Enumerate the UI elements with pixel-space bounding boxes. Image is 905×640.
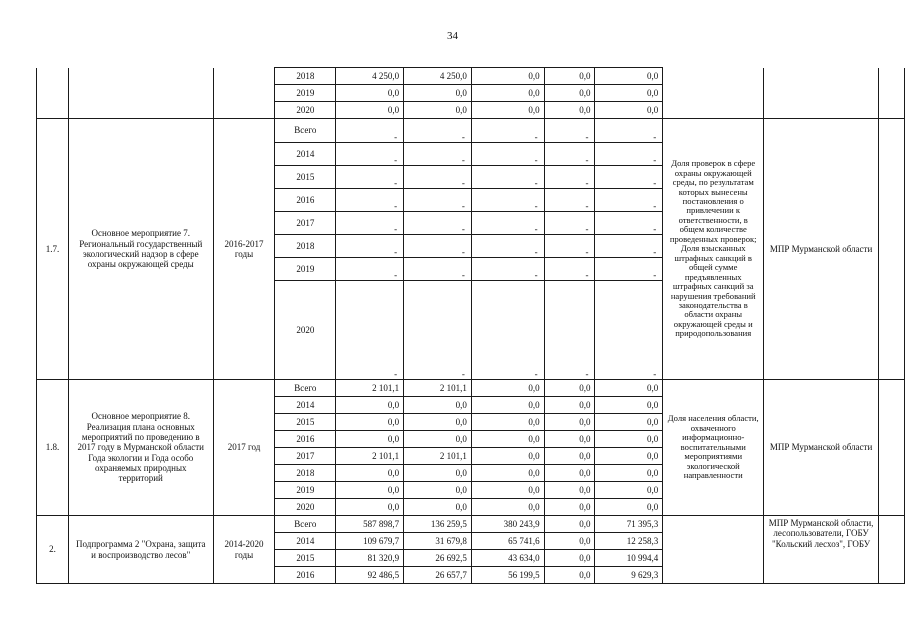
value-cell: 0,0: [544, 482, 595, 499]
value-cell: -: [471, 166, 544, 189]
value-cell: 0,0: [471, 85, 544, 102]
table-row: [37, 516, 905, 533]
year-cell: 2015: [275, 414, 336, 431]
value-cell: 0,0: [404, 397, 472, 414]
value-cell: 0,0: [595, 482, 663, 499]
value-cell: -: [595, 281, 663, 380]
year-cell: Всего: [275, 380, 336, 397]
value-cell: -: [404, 119, 472, 143]
value-cell: -: [544, 189, 595, 212]
value-cell: 0,0: [336, 499, 404, 516]
value-cell: 0,0: [595, 397, 663, 414]
period: 2016-2017 годы: [213, 119, 275, 380]
value-cell: 0,0: [471, 465, 544, 482]
value-cell: -: [336, 166, 404, 189]
value-cell: 0,0: [595, 414, 663, 431]
value-cell: -: [595, 258, 663, 281]
year-cell: 2019: [275, 85, 336, 102]
value-cell: -: [595, 119, 663, 143]
value-cell: -: [595, 143, 663, 166]
table-row: [37, 68, 905, 85]
measure-name: Основное мероприятие 8. Реализация плана основных мероприятий по проведению в 2017 году в Мурманской области Года экологии и Года особо охраняемых природных территорий: [68, 380, 213, 516]
value-cell: 0,0: [544, 414, 595, 431]
value-cell: -: [336, 189, 404, 212]
year-cell: 2019: [275, 482, 336, 499]
value-cell: 0,0: [544, 397, 595, 414]
value-cell: 2 101,1: [336, 380, 404, 397]
period: 2014-2020 годы: [213, 516, 275, 584]
value-cell: 0,0: [544, 431, 595, 448]
value-cell: -: [595, 212, 663, 235]
value-cell: -: [336, 235, 404, 258]
measure-name: Подпрограмма 2 "Охрана, защита и воспроизводство лесов": [68, 516, 213, 584]
value-cell: 0,0: [595, 380, 663, 397]
value-cell: 0,0: [544, 465, 595, 482]
value-cell: 0,0: [404, 499, 472, 516]
year-cell: 2018: [275, 68, 336, 85]
value-cell: 0,0: [471, 431, 544, 448]
value-cell: -: [404, 258, 472, 281]
value-cell: 31 679,8: [404, 533, 472, 550]
empty-cell: [764, 68, 879, 119]
value-cell: 0,0: [595, 431, 663, 448]
value-cell: 109 679,7: [336, 533, 404, 550]
value-cell: 2 101,1: [336, 448, 404, 465]
value-cell: -: [471, 119, 544, 143]
value-cell: 56 199,5: [471, 567, 544, 584]
value-cell: 0,0: [595, 102, 663, 119]
year-cell: 2017: [275, 212, 336, 235]
value-cell: 0,0: [471, 380, 544, 397]
year-cell: Всего: [275, 119, 336, 143]
value-cell: -: [336, 143, 404, 166]
value-cell: 0,0: [544, 380, 595, 397]
year-cell: 2016: [275, 189, 336, 212]
value-cell: -: [544, 166, 595, 189]
value-cell: 0,0: [471, 499, 544, 516]
value-cell: -: [544, 119, 595, 143]
empty-cell: [878, 68, 904, 119]
value-cell: 0,0: [471, 68, 544, 85]
value-cell: 43 634,0: [471, 550, 544, 567]
year-cell: 2016: [275, 567, 336, 584]
value-cell: 12 258,3: [595, 533, 663, 550]
year-cell: 2020: [275, 499, 336, 516]
value-cell: 71 395,3: [595, 516, 663, 533]
value-cell: 26 692,5: [404, 550, 472, 567]
value-cell: -: [336, 258, 404, 281]
table-body: [37, 68, 905, 584]
value-cell: -: [544, 235, 595, 258]
value-cell: 0,0: [404, 465, 472, 482]
year-cell: 2014: [275, 397, 336, 414]
value-cell: 0,0: [595, 85, 663, 102]
value-cell: 0,0: [471, 448, 544, 465]
value-cell: -: [404, 189, 472, 212]
value-cell: -: [595, 166, 663, 189]
value-cell: 0,0: [471, 414, 544, 431]
value-cell: 0,0: [404, 482, 472, 499]
value-cell: 0,0: [336, 85, 404, 102]
year-cell: 2014: [275, 533, 336, 550]
value-cell: 10 994,4: [595, 550, 663, 567]
value-cell: 0,0: [471, 482, 544, 499]
program-table: [36, 67, 905, 584]
value-cell: 0,0: [544, 85, 595, 102]
value-cell: 92 486,5: [336, 567, 404, 584]
year-cell: 2015: [275, 550, 336, 567]
value-cell: -: [404, 235, 472, 258]
value-cell: -: [471, 235, 544, 258]
value-cell: -: [404, 212, 472, 235]
value-cell: 0,0: [336, 465, 404, 482]
empty-cell: [878, 516, 904, 584]
year-cell: 2020: [275, 281, 336, 380]
indicator-cell: Доля проверок в сфере охраны окружающей среды, по результатам которых вынесены постановления о привлечении к ответственности, в общем количестве проведенных проверок; Доля взысканных штрафных санкций в общей сумме предъявленных штрафных санкций за нарушения требований законодательства в области охраны окружающей среды и природопользования: [663, 119, 764, 380]
value-cell: 0,0: [336, 431, 404, 448]
value-cell: 0,0: [544, 550, 595, 567]
period: 2017 год: [213, 380, 275, 516]
year-cell: 2018: [275, 235, 336, 258]
value-cell: 4 250,0: [404, 68, 472, 85]
value-cell: 0,0: [336, 102, 404, 119]
indicator-cell: Доля населения области, охваченного информационно-воспитательными мероприятиями экологической направленности: [663, 380, 764, 516]
value-cell: 0,0: [544, 102, 595, 119]
value-cell: 4 250,0: [336, 68, 404, 85]
year-cell: 2020: [275, 102, 336, 119]
year-cell: Всего: [275, 516, 336, 533]
value-cell: -: [595, 235, 663, 258]
value-cell: 380 243,9: [471, 516, 544, 533]
value-cell: 136 259,5: [404, 516, 472, 533]
value-cell: 0,0: [404, 85, 472, 102]
value-cell: 0,0: [595, 465, 663, 482]
table-row: [37, 380, 905, 397]
value-cell: 0,0: [544, 448, 595, 465]
indicator-cell: [663, 516, 764, 584]
value-cell: 0,0: [404, 431, 472, 448]
row-number: 1.8.: [37, 380, 69, 516]
row-number: 2.: [37, 516, 69, 584]
table-row: [37, 119, 905, 143]
empty-cell: [878, 380, 904, 516]
value-cell: 0,0: [336, 482, 404, 499]
page-number: 34: [447, 30, 458, 42]
value-cell: 0,0: [404, 414, 472, 431]
value-cell: 0,0: [595, 448, 663, 465]
empty-cell: [68, 68, 213, 119]
value-cell: -: [544, 143, 595, 166]
empty-cell: [213, 68, 275, 119]
year-cell: 2015: [275, 166, 336, 189]
value-cell: -: [544, 281, 595, 380]
value-cell: 0,0: [336, 414, 404, 431]
value-cell: -: [471, 143, 544, 166]
value-cell: 0,0: [544, 567, 595, 584]
year-cell: 2014: [275, 143, 336, 166]
empty-cell: [878, 119, 904, 380]
year-cell: 2018: [275, 465, 336, 482]
value-cell: 0,0: [471, 397, 544, 414]
value-cell: -: [471, 281, 544, 380]
row-number: 1.7.: [37, 119, 69, 380]
value-cell: -: [471, 212, 544, 235]
value-cell: -: [336, 212, 404, 235]
value-cell: -: [471, 258, 544, 281]
value-cell: -: [336, 119, 404, 143]
value-cell: 0,0: [404, 102, 472, 119]
value-cell: 587 898,7: [336, 516, 404, 533]
value-cell: -: [544, 212, 595, 235]
value-cell: 65 741,6: [471, 533, 544, 550]
value-cell: -: [404, 166, 472, 189]
value-cell: -: [336, 281, 404, 380]
executor-cell: МПР Мурманской области: [764, 380, 879, 516]
value-cell: 26 657,7: [404, 567, 472, 584]
value-cell: -: [404, 281, 472, 380]
empty-cell: [37, 68, 69, 119]
value-cell: 0,0: [544, 68, 595, 85]
measure-name: Основное мероприятие 7. Региональный государственный экологический надзор в сфере охраны окружающей среды: [68, 119, 213, 380]
executor-cell: МПР Мурманской области, лесопользователи, ГОБУ "Кольский лесхоз", ГОБУ: [764, 516, 879, 584]
value-cell: -: [404, 143, 472, 166]
value-cell: 0,0: [544, 533, 595, 550]
executor-cell: МПР Мурманской области: [764, 119, 879, 380]
value-cell: 81 320,9: [336, 550, 404, 567]
year-cell: 2019: [275, 258, 336, 281]
value-cell: 0,0: [595, 68, 663, 85]
value-cell: 0,0: [595, 499, 663, 516]
value-cell: 0,0: [544, 499, 595, 516]
value-cell: 0,0: [544, 516, 595, 533]
value-cell: 9 629,3: [595, 567, 663, 584]
value-cell: -: [544, 258, 595, 281]
value-cell: -: [595, 189, 663, 212]
value-cell: 0,0: [336, 397, 404, 414]
value-cell: 2 101,1: [404, 380, 472, 397]
value-cell: -: [471, 189, 544, 212]
value-cell: 0,0: [471, 102, 544, 119]
empty-cell: [663, 68, 764, 119]
value-cell: 2 101,1: [404, 448, 472, 465]
year-cell: 2017: [275, 448, 336, 465]
year-cell: 2016: [275, 431, 336, 448]
